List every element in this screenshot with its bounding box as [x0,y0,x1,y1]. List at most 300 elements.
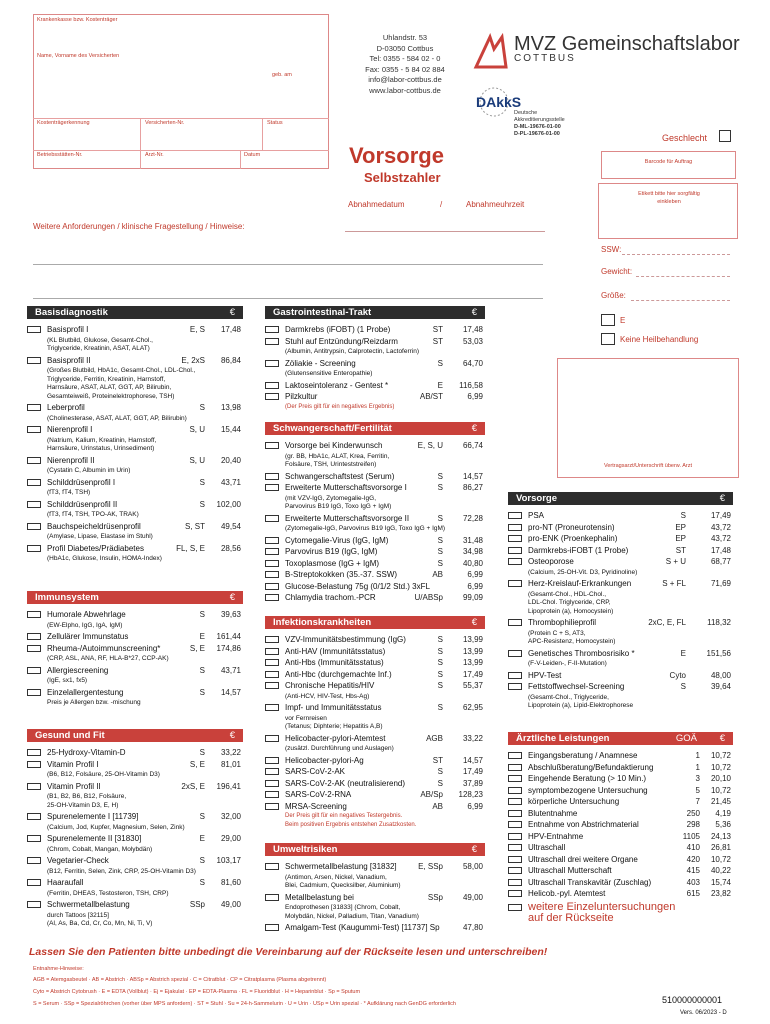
item-name: VZV-Immunitätsbestimmung (IgG) [285,635,406,644]
item-price: 118,32 [707,618,731,627]
item-price: 43,72 [710,522,731,532]
item-checkbox[interactable] [27,404,41,411]
item-checkbox[interactable] [27,479,41,486]
item-name: Darmkrebs (iFOBT) (1 Probe) [285,325,391,334]
item-name: Ultraschall Mutterschaft [528,866,612,875]
item-checkbox[interactable] [265,757,279,764]
item-checkbox[interactable] [508,764,522,771]
item-detail: (Al, As, Ba, Cd, Cr, Co, Mn, Ni, Ti, V) [47,920,153,927]
logo-sub: COTTBUS [514,53,576,64]
item-code: S, E [189,643,205,653]
item-checkbox[interactable] [27,761,41,768]
item-checkbox[interactable] [265,924,279,931]
item-checkbox[interactable] [508,672,522,679]
item-code: Cyto [669,670,686,680]
item-price: 72,28 [462,513,483,523]
item-checkbox[interactable] [27,633,41,640]
signature-box: Vertragsarzt/Unterschrift überw. Arzt [557,358,739,478]
item-price: 64,70 [462,358,483,368]
item-checkbox[interactable] [508,512,522,519]
item-detail: (zusätzl. Durchführung und Auslagen) [285,745,394,752]
item-name: SARS-CoV-2-AK [285,767,346,776]
item-code: EP [675,534,686,543]
euro-label: € [471,617,477,628]
item-detail: (B6, B12, Folsäure, 25-OH-Vitamin D3) [47,771,160,778]
section-header [265,616,485,629]
item-name: Anti-Hbs (Immunitätsstatus) [285,658,384,667]
item-checkbox[interactable] [265,360,279,367]
item-checkbox[interactable] [265,382,279,389]
item-code: AB [432,801,443,811]
euro-label: € [471,423,477,434]
item-checkbox[interactable] [265,894,279,901]
item-name: Bauchspeicheldrüsenprofil [47,521,141,531]
item-detail: (Gesamt-Chol., HDL-Chol., [528,590,607,598]
item-checkbox[interactable] [27,426,41,433]
item-price: 47,80 [462,923,483,932]
item-price: 6,99 [467,801,483,811]
item-name: pro-ENK (Proenkephalin) [528,534,618,543]
item-checkbox[interactable] [265,583,279,590]
section-header [265,422,485,435]
item-detail: (Antimon, Arsen, Nickel, Vanadium, [285,873,387,881]
item-code: S [199,610,205,619]
section-title: Schwangerschaft/Fertilität [273,423,392,434]
dakks-seal: DAkkS Deutsche Akkreditierungsstelle D-ML-19676-01-00 D-PL-19676-01-00 [474,82,594,137]
item-checkbox[interactable] [27,749,41,756]
item-code: S, U [189,455,205,465]
item-detail: (Cholinesterase, ASAT, ALAT, GGT, AP, Bilirubin) [47,414,187,422]
item-checkbox[interactable] [265,442,279,449]
item-checkbox[interactable] [508,752,522,759]
item-price: 26,81 [710,843,731,852]
item-name: Herz-Kreislauf-Erkrankungen [528,579,632,588]
item-price: 43,72 [710,534,731,543]
section-note: Der Preis gilt für ein negatives Testergebnis. [285,813,403,819]
item-price: 66,74 [462,441,483,450]
item-code: S [437,558,443,568]
item-name: Vitamin Profil II [47,781,101,791]
item-code: 1105 [682,831,700,841]
section-header [27,306,243,319]
item-name: B-Streptokokken (35.-37. SSW) [285,570,398,579]
carrier-id-label: Kostenträgerkennung [37,120,90,126]
item-detail: Endoprothesen [31833] (Chrom, Cobalt, [285,904,401,911]
item-detail: (KL Blutbild, Glukose, Gesamt-Chol., [47,336,153,344]
item-detail: (Großes Blutbild, HbA1c, Gesamt-Chol., LDL-Chol., [47,367,196,374]
item-name: Haaraufall [47,878,84,887]
item-checkbox[interactable] [27,645,41,652]
item-checkbox[interactable] [508,775,522,782]
item-code: S [199,499,205,509]
item-name: Impf- und Immunitätsstatus [285,703,382,712]
item-price: 49,00 [220,900,241,909]
item-price: 14,57 [220,687,241,697]
item-price: 49,00 [462,892,483,902]
item-detail: APC-Resistenz, Homocystein) [528,638,616,645]
item-name: Nierenprofil I [47,425,93,434]
item-price: 13,98 [220,403,241,412]
item-code: S [437,681,443,690]
item-name: SARS-CoV-2-RNA [285,790,352,799]
item-name: Helicob.-pyl. Atemtest [528,889,606,898]
item-detail: (gr. BB, HbA1c, ALAT, Krea, Ferritin, [285,452,390,460]
item-checkbox[interactable] [265,803,279,810]
section-title: Immunsystem [35,592,99,603]
item-checkbox[interactable] [265,863,279,870]
item-checkbox[interactable] [27,783,41,790]
euro-label: € [471,844,477,855]
item-code: S [437,358,443,368]
item-checkbox[interactable] [27,901,41,908]
item-checkbox[interactable] [265,484,279,491]
item-checkbox[interactable] [508,558,522,565]
item-checkbox[interactable] [265,594,279,601]
section-header [265,843,485,856]
section-header [27,729,243,742]
item-code: S [437,547,443,556]
item-name: Anti-HAV (Immunitätsstatus) [285,646,386,656]
item-detail: Lipoprotein (a), Homocystein) [528,607,614,615]
time-taken-label: Abnahmeuhrzeit [466,200,525,209]
section-note: (Der Preis gilt für ein negatives Ergebnis) [285,403,395,410]
item-checkbox[interactable] [265,537,279,544]
e-checkbox[interactable] [601,314,615,326]
label-box: Etikett bitte hier sorgfältig einkleben [598,183,738,239]
item-code: ST [432,325,443,334]
item-code: S [437,535,443,545]
item-name: Darmkrebs-iFOBT (1 Probe) [528,545,629,555]
patient-header-box [33,14,329,169]
item-detail: (fT3, fT4, TSH, TPO-AK, TRAK) [47,511,139,518]
item-price: 20,10 [710,774,731,783]
item-detail: (Amylase, Lipase, Elastase im Stuhl) [47,533,153,540]
item-name: Spurenelemente I [11739] [47,812,139,821]
item-detail: (Protein C + S, AT3, [528,629,586,637]
form-version: Vers. 06/2023 - D [680,1010,727,1016]
item-detail: Harnsäure, ASAT, ALAT, GGT, AP, Bilirubin, [47,384,172,391]
item-name: Glucose-Belastung 75g (0/1/2 Std.) 3xFL [285,581,430,591]
item-checkbox[interactable] [508,683,522,690]
item-detail: vor Fernreisen [285,714,327,722]
item-price: 43,71 [220,665,241,675]
date-taken-label: Abnahmedatum [348,200,405,209]
item-price: 17,48 [462,325,483,334]
item-code: E, S [189,325,205,334]
item-name: Toxoplasmose (IgG + IgM) [285,558,380,568]
item-name: Chronische Hepatitis/HIV [285,681,375,690]
item-checkbox[interactable] [265,735,279,742]
item-checkbox[interactable] [265,791,279,798]
item-checkbox[interactable] [27,523,41,530]
item-name: Humorale Abwehrlage [47,610,126,619]
item-code: S [437,669,443,679]
item-price: 21,45 [710,797,731,806]
item-name: Schilddrüsenprofil II [47,499,118,509]
item-name: Rheuma-/Autoimmunscreening* [47,643,161,653]
item-code: E, 2xS [181,355,205,365]
item-code: S, E [189,759,205,769]
item-checkbox[interactable] [27,611,41,618]
item-code: 2xS, E [181,781,205,791]
section-header [508,732,733,745]
item-checkbox[interactable] [265,704,279,711]
item-checkbox[interactable] [27,835,41,842]
item-detail: (Anti-HCV, HIV-Test, Hbs-Ag) [285,692,370,700]
item-price: 33,22 [462,733,483,743]
item-checkbox[interactable] [265,636,279,643]
item-code: AB/Sp [420,790,443,799]
legend-line-1: AGB = Atemgasbeutel · AB = Abstrich · ABSp = Abstrich spezial · C = Citratblut · CP = Citratplasma (Plasma abgetrennt) [33,977,327,983]
item-price: 33,22 [220,748,241,757]
goae-label: GOÄ [675,733,697,744]
item-code: E [199,632,205,641]
item-price: 40,80 [462,558,483,568]
item-checkbox[interactable] [508,547,522,554]
item-name: Amalgam-Test (Kaugummi-Test) [11737] Sp [285,923,440,932]
item-detail: (fT3, fT4, TSH) [47,489,91,496]
no-cure-checkbox[interactable] [601,333,615,345]
item-price: 128,23 [458,790,483,799]
item-checkbox[interactable] [508,810,522,817]
item-price: 103,17 [216,856,241,865]
item-checkbox[interactable] [508,890,522,897]
item-price: 31,48 [462,535,483,545]
item-price: 10,72 [710,854,731,864]
item-detail: (Gesamt-Chol., Triglyceride, [528,693,609,701]
item-detail: (Calcium, 25-OH-Vit. D3, Pyridinoline) [528,568,638,576]
additional-label: Weitere Anforderungen / klinische Fragestellung / Hinweise: [33,222,245,231]
item-checkbox[interactable] [265,648,279,655]
item-checkbox[interactable] [508,879,522,886]
item-name: Ultraschall Transkavitär (Zuschlag) [528,877,652,887]
item-code: 410 [686,843,700,852]
item-name: symptombezogene Untersuchung [528,785,648,795]
item-checkbox[interactable] [265,780,279,787]
item-checkbox[interactable] [27,667,41,674]
item-checkbox[interactable] [265,338,279,345]
item-checkbox[interactable] [27,813,41,820]
item-checkbox[interactable] [265,671,279,678]
item-price: 4,19 [715,808,731,818]
item-code: ST [432,755,443,765]
item-price: 10,72 [710,785,731,795]
item-code: S [437,483,443,492]
item-code: E [437,380,443,390]
item-name: pro-NT (Proneurotensin) [528,522,615,532]
item-detail: (Zytomegalie-IgG, Parvovirus B19 IgG, Toxo IgG + IgM) [285,525,446,532]
item-name: Nierenprofil II [47,455,95,465]
item-checkbox[interactable] [27,357,41,364]
section-title: Gastrointestinal-Trakt [273,307,372,318]
item-code: S [199,812,205,821]
more-link[interactable]: weitere Einzeluntersuchungen [528,900,676,913]
item-checkbox[interactable] [508,856,522,863]
item-price: 99,09 [462,593,483,602]
item-code: E, S, U [417,441,443,450]
item-price: 161,44 [216,632,241,641]
item-price: 174,86 [216,643,241,653]
item-detail: LDL-Chol. Triglyceride, CRP, [528,599,611,606]
item-checkbox[interactable] [265,548,279,555]
item-code: S + U [665,557,686,566]
section-title: Umweltrisiken [273,844,338,855]
item-price: 49,54 [220,521,241,531]
item-checkbox[interactable] [508,580,522,587]
item-price: 13,99 [462,646,483,656]
item-code: E, SSp [418,862,443,871]
item-detail: Triglyceride, Ferritin, Kreatinin, Harnstoff, [47,375,166,383]
item-name: Basisprofil II [47,355,91,365]
item-name: Entnahme von Abstrichmaterial [528,820,639,829]
item-detail: (Tetanus; Diphterie; Hepatitis A,B) [285,723,383,730]
item-checkbox[interactable] [27,879,41,886]
item-code: S [199,748,205,757]
legend-line-2: Cyto = Abstrich Cytobrush · E = EDTA (Vollblut) · Ej = Ejakulat · EP = EDTA-Plasma · FL = Fluoridblut · H = Heparinblut · Sp = Sputum [33,989,361,995]
gender-checkbox[interactable] [719,130,731,142]
item-checkbox[interactable] [508,867,522,874]
item-checkbox[interactable] [27,501,41,508]
item-price: 17,49 [462,669,483,679]
item-checkbox[interactable] [508,535,522,542]
item-checkbox[interactable] [265,393,279,400]
item-checkbox[interactable] [508,798,522,805]
item-name: Schilddrüsenprofil I [47,477,116,487]
item-code: S [199,687,205,697]
item-checkbox[interactable] [27,326,41,333]
item-name: Metallbelastung bei [285,892,354,902]
item-checkbox[interactable] [265,659,279,666]
form-number: 510000000001 [662,995,723,1005]
lab-address: Uhlandstr. 53 D-03050 Cottbus Tel: 0355 - 584 02 - 0 Fax: 0355 - 5 84 02 884 info@labor-cottbus.de www.labor-cottbus.de [365,33,445,95]
item-price: 81,01 [220,759,241,769]
item-price: 24,13 [710,831,731,841]
euro-label: € [229,592,235,603]
item-detail: Triglyceride, Kreatinin, ASAT, ALAT) [47,345,150,352]
item-name: Schwangerschaftstest (Serum) [285,471,395,481]
item-checkbox[interactable] [508,821,522,828]
item-code: S [437,646,443,656]
item-checkbox[interactable] [508,833,522,840]
item-price: 86,27 [462,483,483,492]
item-name: Vitamin Profil I [47,759,99,769]
item-price: 32,00 [220,812,241,821]
item-name: SARS-CoV-2-AK (neutralisierend) [285,778,406,788]
item-code: U/ABSp [414,593,443,602]
section-header [508,492,733,505]
item-code: S + FL [662,579,686,588]
item-price: 17,48 [220,325,241,334]
item-checkbox[interactable] [27,457,41,464]
item-checkbox[interactable] [27,857,41,864]
item-code: S [437,703,443,712]
item-code: 2xC, E, FL [648,618,686,627]
item-code: E [199,834,205,843]
more-checkbox[interactable] [508,904,522,911]
height-label: Größe: [601,291,626,300]
item-price: 6,99 [467,392,483,401]
item-name: Eingehende Beratung (> 10 Min.) [528,774,647,783]
item-price: 34,98 [462,547,483,556]
item-price: 17,49 [462,767,483,776]
item-code: ST [675,545,686,555]
warning-text: Lassen Sie den Patienten bitte unbedingt die Vereinbarung auf der Rückseite lesen und unterschreiben! [29,946,548,958]
item-name: Pilzkultur [285,392,318,401]
item-detail: (B12, Ferritin, Selen, Zink, CRP, 25-OH-Vitamin D3) [47,867,196,875]
item-code: S [199,856,205,865]
item-checkbox[interactable] [27,545,41,552]
section-header [27,591,243,604]
lab-logo [472,33,742,73]
item-checkbox[interactable] [265,682,279,689]
item-checkbox[interactable] [265,326,279,333]
item-checkbox[interactable] [508,524,522,531]
item-name: Erweiterte Mutterschaftsvorsorge I [285,483,407,492]
item-checkbox[interactable] [27,689,41,696]
item-detail: (Ferritin, DHEAS, Testosteron, TSH, CRP) [47,889,169,897]
more-link[interactable]: auf der Rückseite [528,911,614,924]
item-code: S [437,471,443,481]
euro-label: € [719,733,725,744]
item-checkbox[interactable] [508,844,522,851]
item-code: 250 [686,808,700,818]
item-code: S [680,511,686,520]
item-detail: Folsäure, TSH, Urinteststreifen) [285,461,377,468]
form-subtitle: Selbstzahler [364,170,441,185]
item-name: Einzelallergentestung [47,687,124,697]
section-title: Basisdiagnostik [35,307,108,318]
item-checkbox[interactable] [508,787,522,794]
item-checkbox[interactable] [265,560,279,567]
item-name: 25-Hydroxy-Vitamin-D [47,748,126,757]
item-detail: Parvovirus B19 IgG, Toxo IgG + IgM) [285,503,392,510]
item-code: 420 [686,854,700,864]
item-detail: (Albumin, Antitrypsin, Calprotectin, Lactoferrin) [285,348,420,355]
item-name: MRSA-Screening [285,801,347,811]
item-code: 3 [695,774,700,783]
item-checkbox[interactable] [508,619,522,626]
item-detail: (Natrium, Kalium, Kreatinin, Harnstoff, [47,436,157,444]
item-checkbox[interactable] [265,571,279,578]
item-code: S, U [189,425,205,434]
date-label: Datum [244,152,261,158]
gender-label: Geschlecht [662,133,708,143]
item-code: S [437,658,443,667]
item-price: 71,69 [710,579,731,588]
section-title: Vorsorge [516,493,558,504]
item-price: 29,00 [220,834,241,843]
item-price: 14,57 [462,471,483,481]
ssw-label: SSW: [601,245,622,254]
item-name: Spurenelemente II [31830] [47,834,142,843]
section-note: Beim positiven Ergebnis entstehen Zusatzkosten. [285,822,417,828]
item-code: 298 [686,820,700,829]
item-price: 14,57 [462,755,483,765]
item-name: Zellulärer Immunstatus [47,632,129,641]
item-checkbox[interactable] [265,515,279,522]
item-detail: Harnsäure, Urinstatus, Urinsediment) [47,445,155,452]
item-checkbox[interactable] [508,650,522,657]
item-checkbox[interactable] [265,768,279,775]
item-checkbox[interactable] [265,473,279,480]
item-detail: (F-V-Leiden-, F-II-Mutation) [528,660,607,667]
item-detail: (Calcium, Jod, Kupfer, Magnesium, Selen, Zink) [47,823,185,831]
section-header [265,306,485,319]
item-detail: (IgE, sx1, fx5) [47,677,88,684]
item-name: Chlamydia trachom.-PCR [285,593,376,602]
item-name: Abschlußberatung/Befundaktierung [528,762,654,772]
item-code: 415 [686,866,700,875]
